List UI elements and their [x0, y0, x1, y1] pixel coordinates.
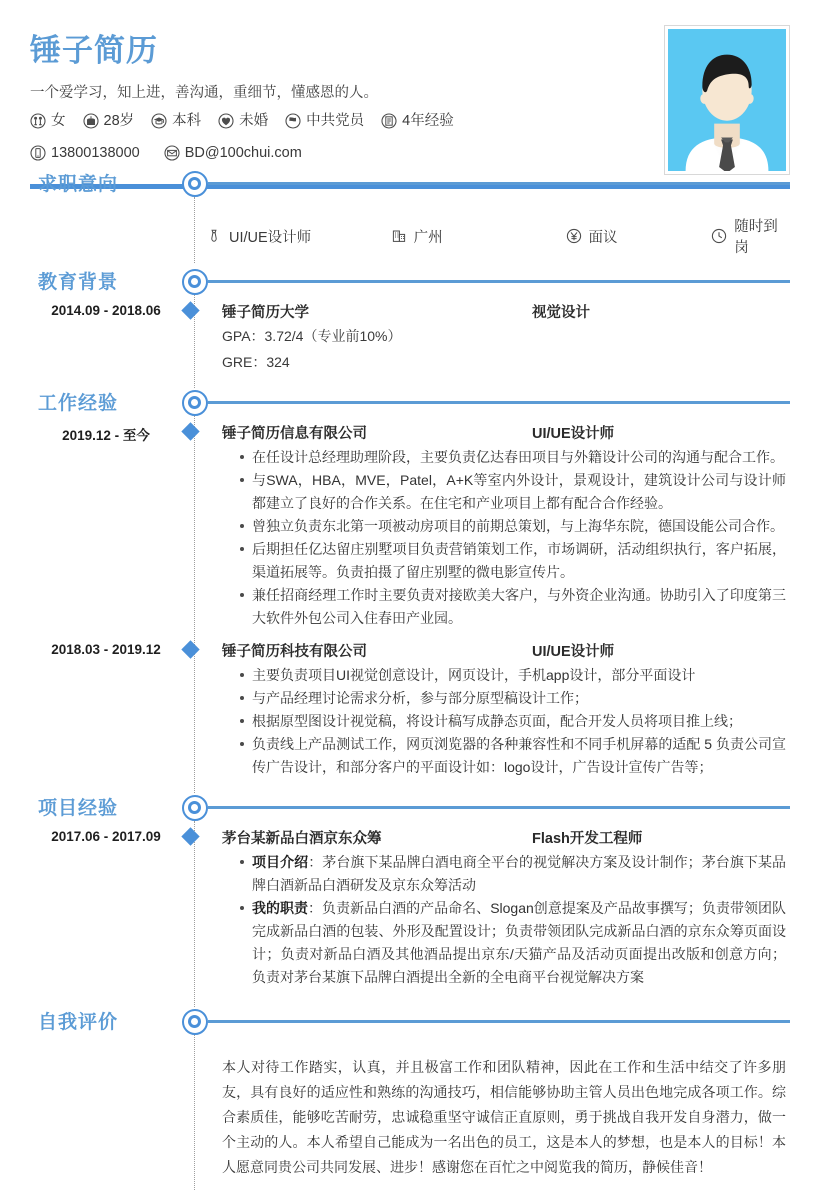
list-item: 根据原型图设计视觉稿，将设计稿写成静态页面，配合开发人员将项目推上线；	[240, 710, 786, 733]
section-header	[30, 1003, 790, 1045]
timeline-diamond-icon	[182, 301, 206, 374]
entry-role: 视觉设计	[532, 305, 590, 321]
fact-gender-label: 女	[51, 113, 66, 129]
fact-degree	[151, 110, 201, 132]
section-rule	[208, 806, 790, 809]
timeline-diamond-icon	[182, 422, 206, 630]
entry-org: 茅台某新品白酒京东众筹	[222, 831, 382, 847]
resume-body	[0, 165, 820, 1180]
timeline-ring-icon	[182, 390, 208, 416]
timeline-diamond-icon	[182, 640, 206, 779]
timeline-diamond-icon	[182, 827, 206, 989]
necktie-icon	[206, 228, 222, 244]
section-rule	[208, 280, 790, 283]
fact-age	[83, 110, 135, 132]
work-entry	[30, 640, 790, 779]
section-title: 项目经验	[38, 798, 119, 819]
section-project-experience	[30, 789, 790, 1003]
timeline-ring-icon	[182, 1009, 208, 1035]
bullet-lead: 我的职责	[252, 900, 309, 916]
entry-role: UI/UE设计师	[532, 426, 615, 442]
birthday-icon	[83, 113, 99, 129]
entry-heading	[222, 301, 786, 322]
section-header	[30, 789, 790, 831]
gender-icon	[30, 113, 46, 129]
bullet-text: ：负责新品白酒的产品命名、Slogan创意提案及产品故事撰写；负责带领团队完成新品白酒的包装、外形及配置设计；负责带领团队完成新品白酒的京东众筹页面设计；负责对新品白酒及其他酒品提出京东/天猫产品及活动页面提出改版和创意方向；负责对茅台某旗下品牌白酒提出全新的全电商平台视觉解决方案	[252, 900, 786, 985]
entry-org: 锤子简历科技有限公司	[222, 644, 367, 660]
section-work-experience	[30, 384, 790, 789]
list-item: 后期担任亿达留庄别墅项目负责营销策划工作，市场调研，活动组织执行，客户拓展，渠道拓展等。负责拍摄了留庄别墅的微电影宣传片。	[240, 538, 786, 584]
project-entry	[30, 827, 790, 989]
education-entry	[30, 301, 790, 374]
intent-position	[206, 215, 391, 257]
fact-marital-label: 未婚	[239, 113, 269, 129]
section-header	[30, 263, 790, 305]
contact-phone-label: 13800138000	[51, 145, 140, 161]
fact-age-label: 28岁	[103, 113, 135, 129]
entry-detail-gpa: GPA：3.72/4（专业前10%）	[222, 328, 402, 344]
entry-date: 2014.09 - 2018.06	[51, 303, 161, 318]
entry-date: 2019.12 - 至今	[62, 428, 150, 443]
intent-salary-label: 面议	[588, 229, 618, 246]
marital-status-icon	[218, 113, 234, 129]
graduation-cap-icon	[151, 113, 167, 129]
intent-salary	[566, 215, 712, 257]
section-job-intention	[30, 165, 790, 263]
intent-availability-label: 随时到岗	[734, 219, 778, 256]
entry-bullets	[222, 851, 786, 989]
work-entry	[30, 422, 790, 630]
entry-heading	[222, 640, 786, 661]
intent-availability	[711, 215, 790, 257]
building-icon	[391, 228, 407, 244]
timeline-dotted-line	[194, 1035, 195, 1190]
list-item: 主要负责项目UI视觉创意设计，网页设计，手机app设计，部分平面设计	[240, 664, 786, 687]
entry-heading	[222, 422, 786, 443]
entry-bullets	[222, 446, 786, 630]
list-item: 与产品经理讨论需求分析，参与部分原型稿设计工作；	[240, 687, 786, 710]
entry-heading	[222, 827, 786, 848]
job-intention-items	[30, 207, 790, 263]
section-education	[30, 263, 790, 384]
section-title: 自我评价	[38, 1012, 119, 1033]
entry-role: Flash开发工程师	[532, 831, 643, 847]
intent-city	[391, 215, 566, 257]
section-header	[30, 384, 790, 426]
entry-date: 2017.06 - 2017.09	[51, 829, 161, 844]
fact-degree-label: 本科	[172, 113, 202, 129]
list-item: 在任设计总经理助理阶段，主要负责亿达春田项目与外籍设计公司的沟通与配合工作。	[240, 446, 786, 469]
entry-org: 锤子简历大学	[222, 305, 309, 321]
contact-phone[interactable]	[30, 142, 140, 164]
fact-experience-label: 4年经验	[402, 113, 454, 129]
party-member-icon	[285, 113, 301, 129]
resume-header	[0, 0, 820, 165]
fact-party	[285, 110, 364, 132]
tagline: 一个爱学习，知上进，善沟通，重细节，懂感恩的人。	[30, 85, 378, 101]
fact-experience	[381, 110, 454, 132]
entry-role: UI/UE设计师	[532, 644, 615, 660]
entry-date: 2018.03 - 2019.12	[51, 642, 161, 657]
page-title: 锤子简历	[30, 33, 158, 68]
timeline-dotted-line	[194, 197, 195, 263]
list-item	[240, 851, 786, 897]
clock-icon	[711, 228, 727, 244]
entry-content	[206, 301, 790, 374]
section-self-evaluation	[30, 1003, 790, 1180]
section-rule	[208, 182, 790, 185]
bullet-lead: 项目介绍	[252, 854, 309, 870]
entry-content	[206, 827, 790, 989]
contact-email[interactable]	[164, 142, 302, 164]
intent-city-label: 广州	[413, 229, 443, 246]
list-item: 负责线上产品测试工作，网页浏览器的各种兼容性和不同手机屏幕的适配 5 负责公司宣传广告设计，和部分客户的平面设计如：logo设计，广告设计宣传广告等；	[240, 733, 786, 779]
entry-org: 锤子简历信息有限公司	[222, 426, 367, 442]
avatar-image	[668, 29, 786, 171]
timeline-ring-icon	[182, 171, 208, 197]
bullet-text: ：茅台旗下某品牌白酒电商全平台的视觉解决方案及设计制作；茅台旗下某品牌白酒新品白酒研发及京东众筹活动	[252, 854, 787, 893]
timeline-ring-icon	[182, 795, 208, 821]
section-title: 工作经验	[38, 393, 119, 414]
list-item: 曾独立负责东北第一项被动房项目的前期总策划，与上海华东院，德国设能公司合作。	[240, 515, 786, 538]
list-item: 与SWA，HBA，MVE，Patel，A+K等室内外设计，景观设计，建筑设计公司与设计师都建立了良好的合作关系。在住宅和产业项目上都有配合合作经验。	[240, 469, 786, 515]
fact-gender	[30, 110, 66, 132]
intent-position-label: UI/UE设计师	[229, 229, 312, 246]
section-rule	[208, 1020, 790, 1023]
entry-detail-gre: GRE：324	[222, 354, 290, 370]
section-title: 求职意向	[38, 174, 119, 195]
contact-email-label: BD@100chui.com	[184, 145, 302, 161]
timeline-ring-icon	[182, 269, 208, 295]
phone-icon	[30, 145, 46, 161]
email-icon	[164, 145, 180, 161]
entry-content	[206, 422, 790, 630]
list-item: 兼任招商经理工作时主要负责对接欧美大客户，与外资企业沟通。协助引入了印度第三大软件外包公司入住春田产业园。	[240, 584, 786, 630]
fact-marital	[218, 110, 268, 132]
self-evaluation-text: 本人对待工作踏实，认真，并且极富工作和团队精神，因此在工作和生活中结交了许多朋友，具有良好的适应性和熟练的沟通技巧，相信能够协助主管人员出色地完成各项工作。综合素质佳，能够吃苦耐劳，忠诚稳重坚守诚信正直原则，勇于挑战自我开发自身潜力，做一个主动的人。本人希望自己能成为一名出色的员工，这是本人的梦想，也是本人的目标！本人愿意同贵公司共同发展、进步！感谢您在百忙之中阅览我的简历，静候佳音！	[222, 1059, 786, 1175]
section-title: 教育背景	[38, 272, 119, 293]
fact-party-label: 中共党员	[306, 113, 365, 129]
section-header	[30, 165, 790, 207]
entry-bullets	[222, 664, 786, 779]
list-item	[240, 897, 786, 989]
experience-icon	[381, 113, 397, 129]
avatar	[664, 25, 790, 175]
section-rule	[208, 401, 790, 404]
yuan-icon	[566, 228, 582, 244]
entry-content	[206, 640, 790, 779]
